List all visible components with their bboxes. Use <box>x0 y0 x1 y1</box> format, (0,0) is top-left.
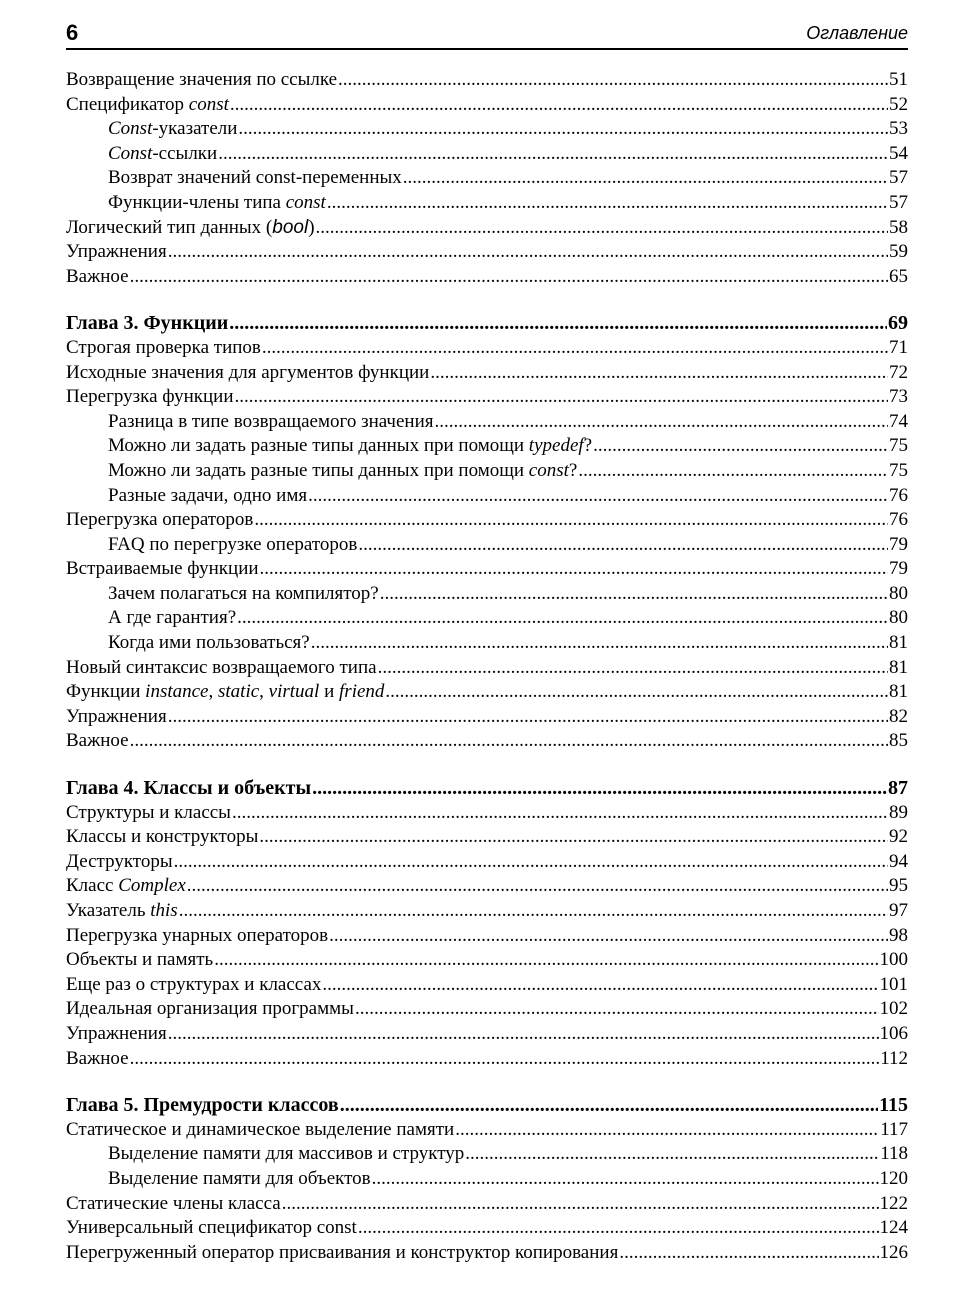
entry-title-part: Возвращение значения по ссылке <box>66 69 338 90</box>
entry-page-number: 117 <box>880 1118 908 1140</box>
dot-leader <box>179 900 888 922</box>
section-entry <box>66 974 908 999</box>
entry-title-part: const <box>188 93 229 115</box>
entry-page-number: 118 <box>880 1143 908 1165</box>
entry-page-number: 101 <box>879 973 908 995</box>
entry-title-part: Глава 5. Премудрости классов <box>66 1094 339 1117</box>
entry-title <box>66 558 259 580</box>
entry-title <box>108 1143 464 1165</box>
dot-leader <box>312 777 887 800</box>
entry-title <box>66 69 337 91</box>
entry-title <box>108 411 434 433</box>
entry-page-number: 95 <box>889 875 908 897</box>
entry-page-number: 92 <box>889 826 908 848</box>
entry-title <box>66 925 328 947</box>
entry-page-number: 100 <box>879 949 908 971</box>
entry-title-part: Глава 3. Функции <box>66 312 229 335</box>
entry-page-number: 76 <box>889 484 908 506</box>
entry-title-part: А где гарантия? <box>108 607 237 629</box>
entry-title-part: Упражнения <box>66 1022 167 1044</box>
entry-title-part: Когда ими пользоваться? <box>108 632 310 654</box>
entry-title-part: -указатели <box>152 118 238 140</box>
entry-title-part: Универсальный спецификатор const <box>66 1217 357 1239</box>
section-entry <box>66 998 908 1023</box>
dot-leader <box>455 1119 879 1141</box>
entry-page-number: 89 <box>889 801 908 823</box>
entry-title <box>66 657 377 679</box>
entry-title-part: Зачем полагаться на компилятор? <box>108 582 379 604</box>
entry-title <box>108 143 217 165</box>
entry-title <box>66 826 258 848</box>
entry-page-number: 80 <box>889 582 908 604</box>
dot-leader <box>430 362 888 384</box>
entry-page-number: 120 <box>879 1167 908 1189</box>
entry-title-part: Упражнения <box>66 241 167 263</box>
entry-title <box>66 1023 167 1045</box>
entry-page-number: 98 <box>889 924 908 946</box>
entry-title-part: Важное <box>66 730 129 752</box>
section-entry <box>66 558 908 583</box>
dot-leader <box>260 558 888 580</box>
dot-leader <box>187 875 888 897</box>
entry-title <box>66 1193 281 1215</box>
entry-title <box>66 706 167 728</box>
section-entry <box>66 241 908 266</box>
entry-title-part: Еще раз о структурах и классах <box>66 973 322 995</box>
entry-title <box>108 607 236 629</box>
dot-leader <box>214 949 878 971</box>
section-entry <box>66 730 908 755</box>
dot-leader <box>230 94 888 116</box>
entry-page-number: 80 <box>889 607 908 629</box>
entry-title-part: Строгая проверка типов <box>66 336 261 358</box>
entry-title-part: Статическое и динамическое выделение памяти <box>66 1118 455 1140</box>
dot-leader <box>232 802 888 824</box>
dot-leader <box>338 69 888 91</box>
entry-page-number: 79 <box>889 558 908 580</box>
subsection-entry <box>66 192 908 217</box>
entry-title-part: friend <box>339 681 385 703</box>
entry-title-part: Важное <box>66 1047 129 1069</box>
dot-leader <box>130 730 888 752</box>
dot-leader <box>435 411 889 433</box>
entry-title <box>66 1048 129 1070</box>
entry-page-number: 79 <box>889 533 908 555</box>
entry-page-number: 76 <box>889 509 908 531</box>
entry-title-part: Выделение памяти для массивов и структур <box>108 1143 465 1165</box>
entry-title-part: typedef <box>528 435 584 457</box>
entry-title <box>66 266 129 288</box>
entry-page-number: 124 <box>879 1217 908 1239</box>
entry-title-part: FAQ по перегрузке операторов <box>108 533 358 555</box>
entry-title <box>66 312 228 335</box>
section-entry <box>66 1193 908 1218</box>
entry-title <box>66 1119 454 1141</box>
section-entry <box>66 706 908 731</box>
entry-title-part: Complex <box>118 875 186 897</box>
entry-title-part: Новый синтаксис возвращаемого типа <box>66 656 377 678</box>
entry-title-part: instance <box>145 681 209 703</box>
entry-title-part: const <box>285 191 326 213</box>
dot-leader <box>593 435 888 457</box>
entry-title <box>108 460 577 482</box>
subsection-entry <box>66 607 908 632</box>
entry-title-part: Перегрузка унарных операторов <box>66 924 329 946</box>
dot-leader <box>235 386 888 408</box>
entry-title <box>66 875 186 897</box>
subsection-entry <box>66 118 908 143</box>
entry-title-part: -ссылки <box>152 142 218 164</box>
entry-title <box>66 681 384 703</box>
dot-leader <box>327 192 888 214</box>
entry-page-number: 75 <box>889 459 908 481</box>
entry-page-number: 112 <box>880 1047 908 1069</box>
entry-title-part: Выделение памяти для объектов <box>108 1167 371 1189</box>
dot-leader <box>619 1242 878 1264</box>
entry-title <box>108 583 379 605</box>
dot-leader <box>378 657 888 679</box>
section-entry <box>66 509 908 534</box>
section-entry <box>66 925 908 950</box>
subsection-entry <box>66 143 908 168</box>
subsection-entry <box>66 460 908 485</box>
subsection-entry <box>66 167 908 192</box>
entry-title-part: , <box>259 681 269 703</box>
entry-title-part: Классы и конструкторы <box>66 826 259 848</box>
entry-title <box>66 1094 339 1117</box>
entry-page-number: 59 <box>889 241 908 263</box>
entry-title-part: Разница в типе возвращаемого значения <box>108 410 434 432</box>
entry-title-part: Глава 4. Классы и объекты <box>66 777 312 800</box>
entry-title-part: Можно ли задать разные типы данных при помощи <box>108 435 529 457</box>
entry-page-number: 81 <box>889 656 908 678</box>
entry-page-number: 51 <box>889 69 908 90</box>
dot-leader <box>259 826 888 848</box>
dot-leader <box>311 632 888 654</box>
entry-title <box>66 949 213 971</box>
section-entry <box>66 900 908 925</box>
section-entry <box>66 94 908 119</box>
dot-leader <box>316 217 888 239</box>
entry-title-part: Разные задачи, одно имя <box>108 484 308 506</box>
entry-page-number: 82 <box>889 705 908 727</box>
section-entry <box>66 337 908 362</box>
entry-title-part: Перегрузка функции <box>66 386 234 408</box>
entry-title-part: Деструкторы <box>66 850 173 872</box>
entry-title <box>108 435 592 457</box>
entry-title-part: Const <box>108 142 153 164</box>
dot-leader <box>385 681 888 703</box>
entry-title <box>108 1168 371 1190</box>
dot-leader <box>254 509 888 531</box>
entry-title-part: Можно ли задать разные типы данных при помощи <box>108 459 529 481</box>
entry-title-part: Статические члены класса <box>66 1192 281 1214</box>
entry-title <box>108 192 326 214</box>
section-entry <box>66 217 908 242</box>
entry-title <box>66 386 234 408</box>
entry-title <box>66 802 231 824</box>
dot-leader <box>358 534 888 556</box>
page-header <box>66 20 908 50</box>
dot-leader <box>403 167 888 189</box>
entry-title <box>66 509 253 531</box>
dot-leader <box>578 460 888 482</box>
section-entry <box>66 266 908 291</box>
entry-title-part: this <box>150 900 178 921</box>
dot-leader <box>329 925 888 947</box>
dot-leader <box>322 974 878 996</box>
entry-page-number: 126 <box>879 1241 908 1263</box>
entry-title <box>108 534 357 556</box>
entry-page-number: 65 <box>889 265 908 287</box>
dot-leader <box>130 266 888 288</box>
section-entry <box>66 1048 908 1073</box>
subsection-entry <box>66 435 908 460</box>
entry-title-part: ) <box>308 216 315 238</box>
entry-page-number: 106 <box>879 1022 908 1044</box>
entry-page-number: 57 <box>889 191 908 213</box>
entry-page-number: 54 <box>889 142 908 164</box>
entry-title-part: Встраиваемые функции <box>66 558 259 580</box>
subsection-entry <box>66 583 908 608</box>
dot-leader <box>340 1094 878 1117</box>
section-entry <box>66 69 908 94</box>
entry-page-number: 73 <box>889 386 908 408</box>
entry-page-number: 122 <box>879 1192 908 1214</box>
entry-title-part: bool <box>272 216 309 238</box>
chapter-entry <box>66 312 908 337</box>
section-entry <box>66 362 908 387</box>
entry-title-part: Класс <box>66 875 119 897</box>
dot-leader <box>130 1048 880 1070</box>
entry-page-number: 75 <box>889 435 908 457</box>
entry-title <box>66 730 129 752</box>
entry-title-part: virtual <box>268 681 320 703</box>
entry-title <box>66 851 173 873</box>
entry-title-part: const <box>528 459 569 481</box>
entry-title <box>66 362 429 384</box>
dot-leader <box>372 1168 879 1190</box>
chapter-entry <box>66 1094 908 1119</box>
dot-leader <box>237 607 888 629</box>
entry-page-number: 81 <box>889 681 908 703</box>
entry-title-part: Важное <box>66 265 129 287</box>
dot-leader <box>380 583 888 605</box>
entry-title-part: , <box>208 681 218 703</box>
entry-title-part: Упражнения <box>66 705 167 727</box>
entry-title-part: Объекты и память <box>66 949 214 971</box>
entry-title-part: static <box>218 681 260 703</box>
entry-title-part: ? <box>583 435 593 457</box>
entry-page-number: 52 <box>889 93 908 115</box>
dot-leader <box>465 1143 879 1165</box>
entry-title <box>66 998 354 1020</box>
entry-title-part: Спецификатор <box>66 93 189 115</box>
entry-page-number: 102 <box>879 998 908 1020</box>
chapter-entry <box>66 777 908 802</box>
entry-title <box>66 217 315 239</box>
dot-leader <box>308 485 888 507</box>
entry-title <box>66 900 178 922</box>
subsection-entry <box>66 632 908 657</box>
section-entry <box>66 681 908 706</box>
entry-title-part: Исходные значения для аргументов функции <box>66 361 430 383</box>
entry-page-number: 87 <box>888 777 908 800</box>
entry-title <box>66 777 311 800</box>
section-entry <box>66 949 908 974</box>
section-entry <box>66 386 908 411</box>
page-number: 6 <box>66 20 79 45</box>
running-title: Оглавление <box>806 23 908 43</box>
entry-title <box>66 1217 357 1239</box>
entry-title-part: Перегрузка операторов <box>66 509 254 531</box>
entry-page-number: 71 <box>889 336 908 358</box>
entry-page-number: 69 <box>888 312 908 335</box>
entry-page-number: 53 <box>889 118 908 140</box>
section-entry <box>66 1217 908 1242</box>
entry-title <box>108 632 310 654</box>
dot-leader <box>355 998 879 1020</box>
section-entry <box>66 851 908 876</box>
entry-title-part: Идеальная организация программы <box>66 998 354 1020</box>
entry-title <box>66 1242 618 1264</box>
entry-title-part: ? <box>568 459 578 481</box>
entry-page-number: 74 <box>889 410 908 432</box>
entry-title-part: Возврат значений const-переменных <box>108 167 402 189</box>
entry-title-part: Логический тип данных ( <box>66 216 273 238</box>
subsection-entry <box>66 1143 908 1168</box>
dot-leader <box>174 851 888 873</box>
section-entry <box>66 1023 908 1048</box>
section-entry <box>66 657 908 682</box>
section-entry <box>66 1119 908 1144</box>
section-entry <box>66 1242 908 1267</box>
section-entry <box>66 826 908 851</box>
dot-leader <box>168 241 888 263</box>
entry-title <box>108 118 237 140</box>
entry-page-number: 97 <box>889 900 908 921</box>
subsection-entry <box>66 534 908 559</box>
entry-title <box>66 94 229 116</box>
dot-leader <box>168 1023 879 1045</box>
entry-page-number: 58 <box>889 216 908 238</box>
subsection-entry <box>66 411 908 436</box>
entry-title-part: Функции <box>66 681 146 703</box>
entry-title-part: и <box>319 681 340 703</box>
dot-leader <box>358 1217 879 1239</box>
entry-title <box>66 241 167 263</box>
subsection-entry <box>66 485 908 510</box>
dot-leader <box>262 337 888 359</box>
entry-title <box>66 974 321 996</box>
entry-title-part: Const <box>108 118 153 140</box>
entry-title-part: Функции-члены типа <box>108 191 286 213</box>
entry-title-part: Указатель <box>66 900 151 921</box>
entry-title <box>108 485 307 507</box>
dot-leader <box>238 118 888 140</box>
dot-leader <box>168 706 888 728</box>
table-of-contents <box>66 69 908 1266</box>
section-entry <box>66 875 908 900</box>
dot-leader <box>218 143 888 165</box>
dot-leader <box>282 1193 879 1215</box>
entry-title-part: Перегруженный оператор присваивания и конструктор копирования <box>66 1241 619 1263</box>
entry-page-number: 85 <box>889 730 908 752</box>
entry-page-number: 72 <box>889 361 908 383</box>
entry-page-number: 115 <box>879 1094 908 1117</box>
entry-title <box>108 167 402 189</box>
entry-page-number: 57 <box>889 167 908 189</box>
entry-title <box>66 337 261 359</box>
entry-page-number: 81 <box>889 632 908 654</box>
entry-page-number: 94 <box>889 850 908 872</box>
subsection-entry <box>66 1168 908 1193</box>
section-entry <box>66 802 908 827</box>
dot-leader <box>229 312 887 335</box>
entry-title-part: Структуры и классы <box>66 801 231 823</box>
